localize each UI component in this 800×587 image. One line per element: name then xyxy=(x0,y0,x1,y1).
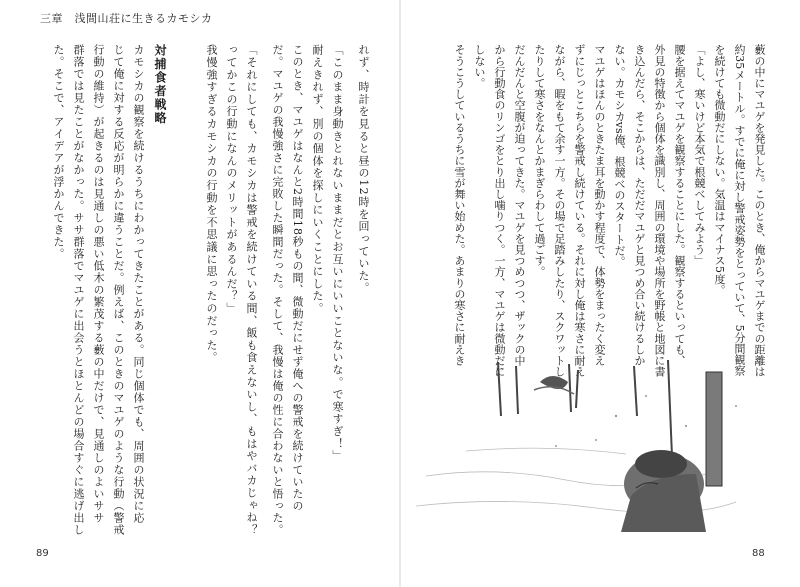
text-column: 群落では見たことがなかった。ササ群落でマユゲに出会うとほとんどの場合すぐに逃げ出し xyxy=(72,44,85,536)
text-column: ずにじっとこちらを警戒し続けている。それに対し俺は寒さに耐え xyxy=(573,44,586,377)
running-head: 三章 浅間山荘に生きるカモシカ xyxy=(40,12,213,25)
text-column: カモシカの観察を続けるうちにわかってきたことがある。同じ個体でも、周囲の状況に応 xyxy=(132,44,145,524)
text-column: 藪の中にマユゲを発見した。このとき、俺からマユゲまでの距離は xyxy=(753,44,766,377)
text-column: ながら、暇をもて余す一方。その場で足踏みしたり、スクワットし xyxy=(553,44,566,377)
text-column: ってかこの行動になんのメリットがあるんだ？」 xyxy=(225,44,238,315)
text-column: じて俺に対する反応が明らかに違うことだ。例えば、このときのマユゲのような行動（警戒 xyxy=(112,44,125,536)
text-column: た。そこで、アイデアが浮かんできた。 xyxy=(52,44,65,260)
text-column: 耐えきれず、別の個体を探しにいくことにした。 xyxy=(311,44,324,315)
text-column: 約35メートル。すでに俺に対し警戒姿勢をとっていて、5分間観察 xyxy=(733,44,746,377)
text-column: き込んだら、そこからは、ただだマユゲと見つめ合い続けるしか xyxy=(633,44,646,366)
forest-observer-illustration xyxy=(406,356,780,532)
text-column: 「よし、寒いけど本気で根競べしてみよう」 xyxy=(693,44,706,266)
page-number-left: 89 xyxy=(36,548,49,559)
text-column: 「それにしても、カモシカは警戒を続けている間、飯も食えないし、もはやバカじゃね？ xyxy=(245,44,258,536)
foreground-tree-trunk xyxy=(706,372,722,486)
page-number-right: 88 xyxy=(752,548,765,559)
text-column: ない。カモシカvs俺、根競べのスタートだ。 xyxy=(613,44,626,267)
text-column: しない。 xyxy=(473,44,486,89)
section-heading: 対捕食者戦略 xyxy=(153,44,167,125)
text-column: 外見の特徴から個体を識別し、周囲の環境や場所を野帳と地図に書 xyxy=(653,44,666,377)
text-column: だ。マユゲの我慢強さに完敗した瞬間だった。そして、我慢は俺の性に合わないと悟った。 xyxy=(271,44,284,536)
text-column: から行動食のリンゴをとり出し噛りつく。一方、マユゲは微動だに xyxy=(493,44,506,377)
text-column: を続けても微動だにしない。気温はマイナス5度。 xyxy=(713,44,726,296)
text-column: マユゲはほんのときたま耳を動かす程度で、体勢をまったく変え xyxy=(593,44,606,366)
text-column: だんだんと空腹が迫ってきた。マユゲを見つめつつ、ザックの中 xyxy=(513,44,526,366)
observer-figure xyxy=(621,450,706,532)
tree-trunks xyxy=(498,360,672,456)
text-column: 腰を据えてマユゲを観察することにした。観察するといっても、 xyxy=(673,44,686,366)
text-column: れず、時計を見ると昼の12時を回っていた。 xyxy=(357,44,370,295)
text-column: たりして寒さをなんとかまぎらわして過ごす。 xyxy=(533,44,546,278)
text-column: そうこうしているうちに雪が舞い始めた。あまりの寒さに耐えき xyxy=(453,44,466,366)
text-column: 行動の維持）が起きるのは見通しの悪い低木の繁茂する藪の中だけで、見通しのよいササ xyxy=(92,44,105,524)
page-gutter xyxy=(399,0,401,587)
distant-serow-in-bush xyxy=(534,376,574,394)
text-column: 「このまま身動きとれないままだとお互いにいいことないな。で寒すぎ！」 xyxy=(331,44,344,463)
text-column: このとき、マユゲはなんと2時間18秒もの間、微動だにせず俺への警戒を続けていたの xyxy=(291,44,304,512)
text-column: 我慢強すぎるカモシカの行動を不思議に思ったのだった。 xyxy=(205,44,218,364)
